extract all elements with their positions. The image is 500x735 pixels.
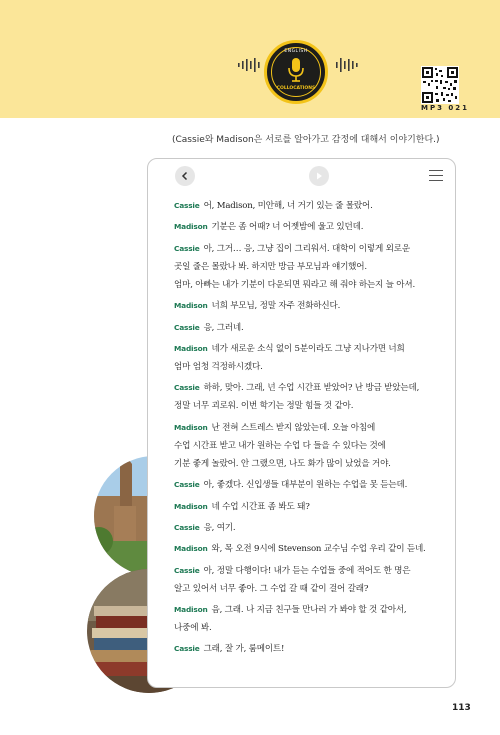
dialogue-line <box>174 540 452 558</box>
speaker-name: Madison <box>174 605 208 615</box>
dialogue-text: 난 전혀 스트레스 받지 않았는데. 오늘 아침에 <box>211 422 376 433</box>
menu-bar <box>429 180 443 181</box>
dialogue-line <box>174 562 452 580</box>
dialogue-text: 엄마 엄청 걱정하시겠다. <box>174 361 263 372</box>
dialogue-text: 아, 그거… 응, 그냥 집이 그리워서. 대학이 이렇게 외로운 <box>203 243 410 254</box>
dialogue-entry <box>174 218 452 236</box>
dialogue-text: 나중에 봐. <box>174 623 212 634</box>
dialogue-line <box>174 297 452 315</box>
speaker-name: Madison <box>174 222 208 232</box>
chevron-left-icon <box>180 171 190 181</box>
dialogue-text: 엄마, 아빠는 내가 기분이 다운되면 뭐라고 해 줘야 하는지 늘 아셔. <box>174 279 416 290</box>
page-number: 113 <box>452 703 471 713</box>
dialogue-intro: (Cassie와 Madison은 서로를 알아가고 감정에 대해서 이야기한다.) <box>172 135 440 145</box>
dialogue-entry <box>174 240 452 294</box>
speaker-name: Madison <box>174 422 208 432</box>
dialogue-entry <box>174 319 452 337</box>
dialogue-text: 기분은 좀 어때? 너 어젯밤에 울고 있던데. <box>211 222 364 233</box>
dialogue-text: 하하, 맞아. 그래, 넌 수업 시간표 받았어? 난 방금 받았는데, <box>203 383 420 394</box>
dialogue-entry <box>174 562 452 598</box>
dialogue-entry <box>174 476 452 494</box>
dialogue-text: 정말 너무 괴로워. 이번 학기는 정말 힘들 것 같아. <box>174 401 354 412</box>
dialogue-line <box>174 619 452 637</box>
dialogue-line <box>174 258 452 276</box>
dialogue-entry <box>174 340 452 376</box>
dialogue-entry <box>174 519 452 537</box>
dialogue-line <box>174 379 452 397</box>
dialogue-text: 기분 좋게 놀랐어. 안 그랬으면, 나도 화가 많이 났었을 거야. <box>174 458 391 469</box>
microphone-icon <box>286 56 306 84</box>
sound-wave-left-icon <box>236 58 262 72</box>
mp3-track-label: MP3 021 <box>421 104 470 112</box>
dialogue-entry <box>174 379 452 415</box>
dialogue-text: 네가 새로운 소식 없이 5분이라도 그냥 지나가면 너희 <box>211 343 405 354</box>
dialogue-text: 아, 정말 다행이다! 내가 듣는 수업들 중에 적어도 한 명은 <box>203 565 411 576</box>
collocations-badge <box>264 40 328 104</box>
speaker-name: Cassie <box>174 322 200 332</box>
dialogue-line <box>174 519 452 537</box>
dialogue-text: 네 수업 시간표 좀 봐도 돼? <box>211 501 310 512</box>
sound-wave-right-icon <box>334 58 360 72</box>
dialogue-list <box>174 197 452 662</box>
dialogue-text: 응, 그러네. <box>203 322 244 333</box>
speaker-name: Cassie <box>174 644 200 654</box>
dialogue-line <box>174 476 452 494</box>
dialogue-text: 아, 좋겠다. 신입생들 대부분이 원하는 수업을 못 듣는데. <box>203 480 408 491</box>
dialogue-line <box>174 197 452 215</box>
dialogue-entry <box>174 540 452 558</box>
dialogue-line <box>174 455 452 473</box>
dialogue-text: 너희 부모님, 정말 자주 전화하신다. <box>211 301 341 312</box>
dialogue-entry <box>174 197 452 215</box>
dialogue-line <box>174 340 452 358</box>
menu-bar <box>429 175 443 176</box>
dialogue-text: 응, 여기. <box>203 522 236 533</box>
dialogue-line <box>174 218 452 236</box>
speaker-name: Cassie <box>174 243 200 253</box>
dialogue-text: 그래, 잘 가, 룸메이트! <box>203 644 285 655</box>
speaker-name: Madison <box>174 501 208 511</box>
badge-top-text: ENGLISH <box>284 49 308 54</box>
speaker-name: Madison <box>174 343 208 353</box>
dialogue-line <box>174 397 452 415</box>
menu-button[interactable] <box>429 170 443 182</box>
speaker-name: Madison <box>174 544 208 554</box>
dialogue-line <box>174 498 452 516</box>
dialogue-line <box>174 419 452 437</box>
badge-bottom-text: COLLOCATIONS <box>276 86 316 91</box>
qr-code-icon[interactable] <box>421 66 459 104</box>
dialogue-entry <box>174 601 452 637</box>
dialogue-entry <box>174 498 452 516</box>
speaker-name: Cassie <box>174 201 200 210</box>
dialogue-text: 음, 그래. 나 지금 친구들 만나러 가 봐야 할 것 같아서, <box>211 605 407 616</box>
back-button[interactable] <box>175 166 195 186</box>
dialogue-text: 수업 시간표 받고 내가 원하는 수업 다 들을 수 있다는 것에 <box>174 440 386 451</box>
play-icon <box>314 171 324 181</box>
dialogue-entry <box>174 297 452 315</box>
hamburger-menu-icon <box>429 170 443 171</box>
dialogue-entry <box>174 640 452 658</box>
dialogue-text: 어, Madison, 미안해, 너 거기 있는 줄 몰랐어. <box>203 201 373 211</box>
dialogue-line <box>174 240 452 258</box>
speaker-name: Cassie <box>174 480 200 490</box>
play-button[interactable] <box>309 166 329 186</box>
dialogue-entry <box>174 419 452 473</box>
chat-panel <box>147 158 456 688</box>
speaker-name: Cassie <box>174 522 200 532</box>
dialogue-line <box>174 601 452 619</box>
dialogue-text: 곳일 줄은 몰랐나 봐. 하지만 방금 부모님과 얘기했어. <box>174 261 367 272</box>
speaker-name: Cassie <box>174 383 200 393</box>
dialogue-line <box>174 580 452 598</box>
dialogue-text: 와, 목 오전 9시에 Stevenson 교수님 수업 우리 같이 듣네. <box>211 544 426 555</box>
dialogue-text: 알고 있어서 너무 좋아. 그 수업 갈 때 같이 걸어 갈래? <box>174 583 369 594</box>
dialogue-line <box>174 640 452 658</box>
speaker-name: Madison <box>174 301 208 311</box>
dialogue-line <box>174 319 452 337</box>
dialogue-line <box>174 437 452 455</box>
speaker-name: Cassie <box>174 565 200 575</box>
dialogue-line <box>174 276 452 294</box>
dialogue-line <box>174 358 452 376</box>
